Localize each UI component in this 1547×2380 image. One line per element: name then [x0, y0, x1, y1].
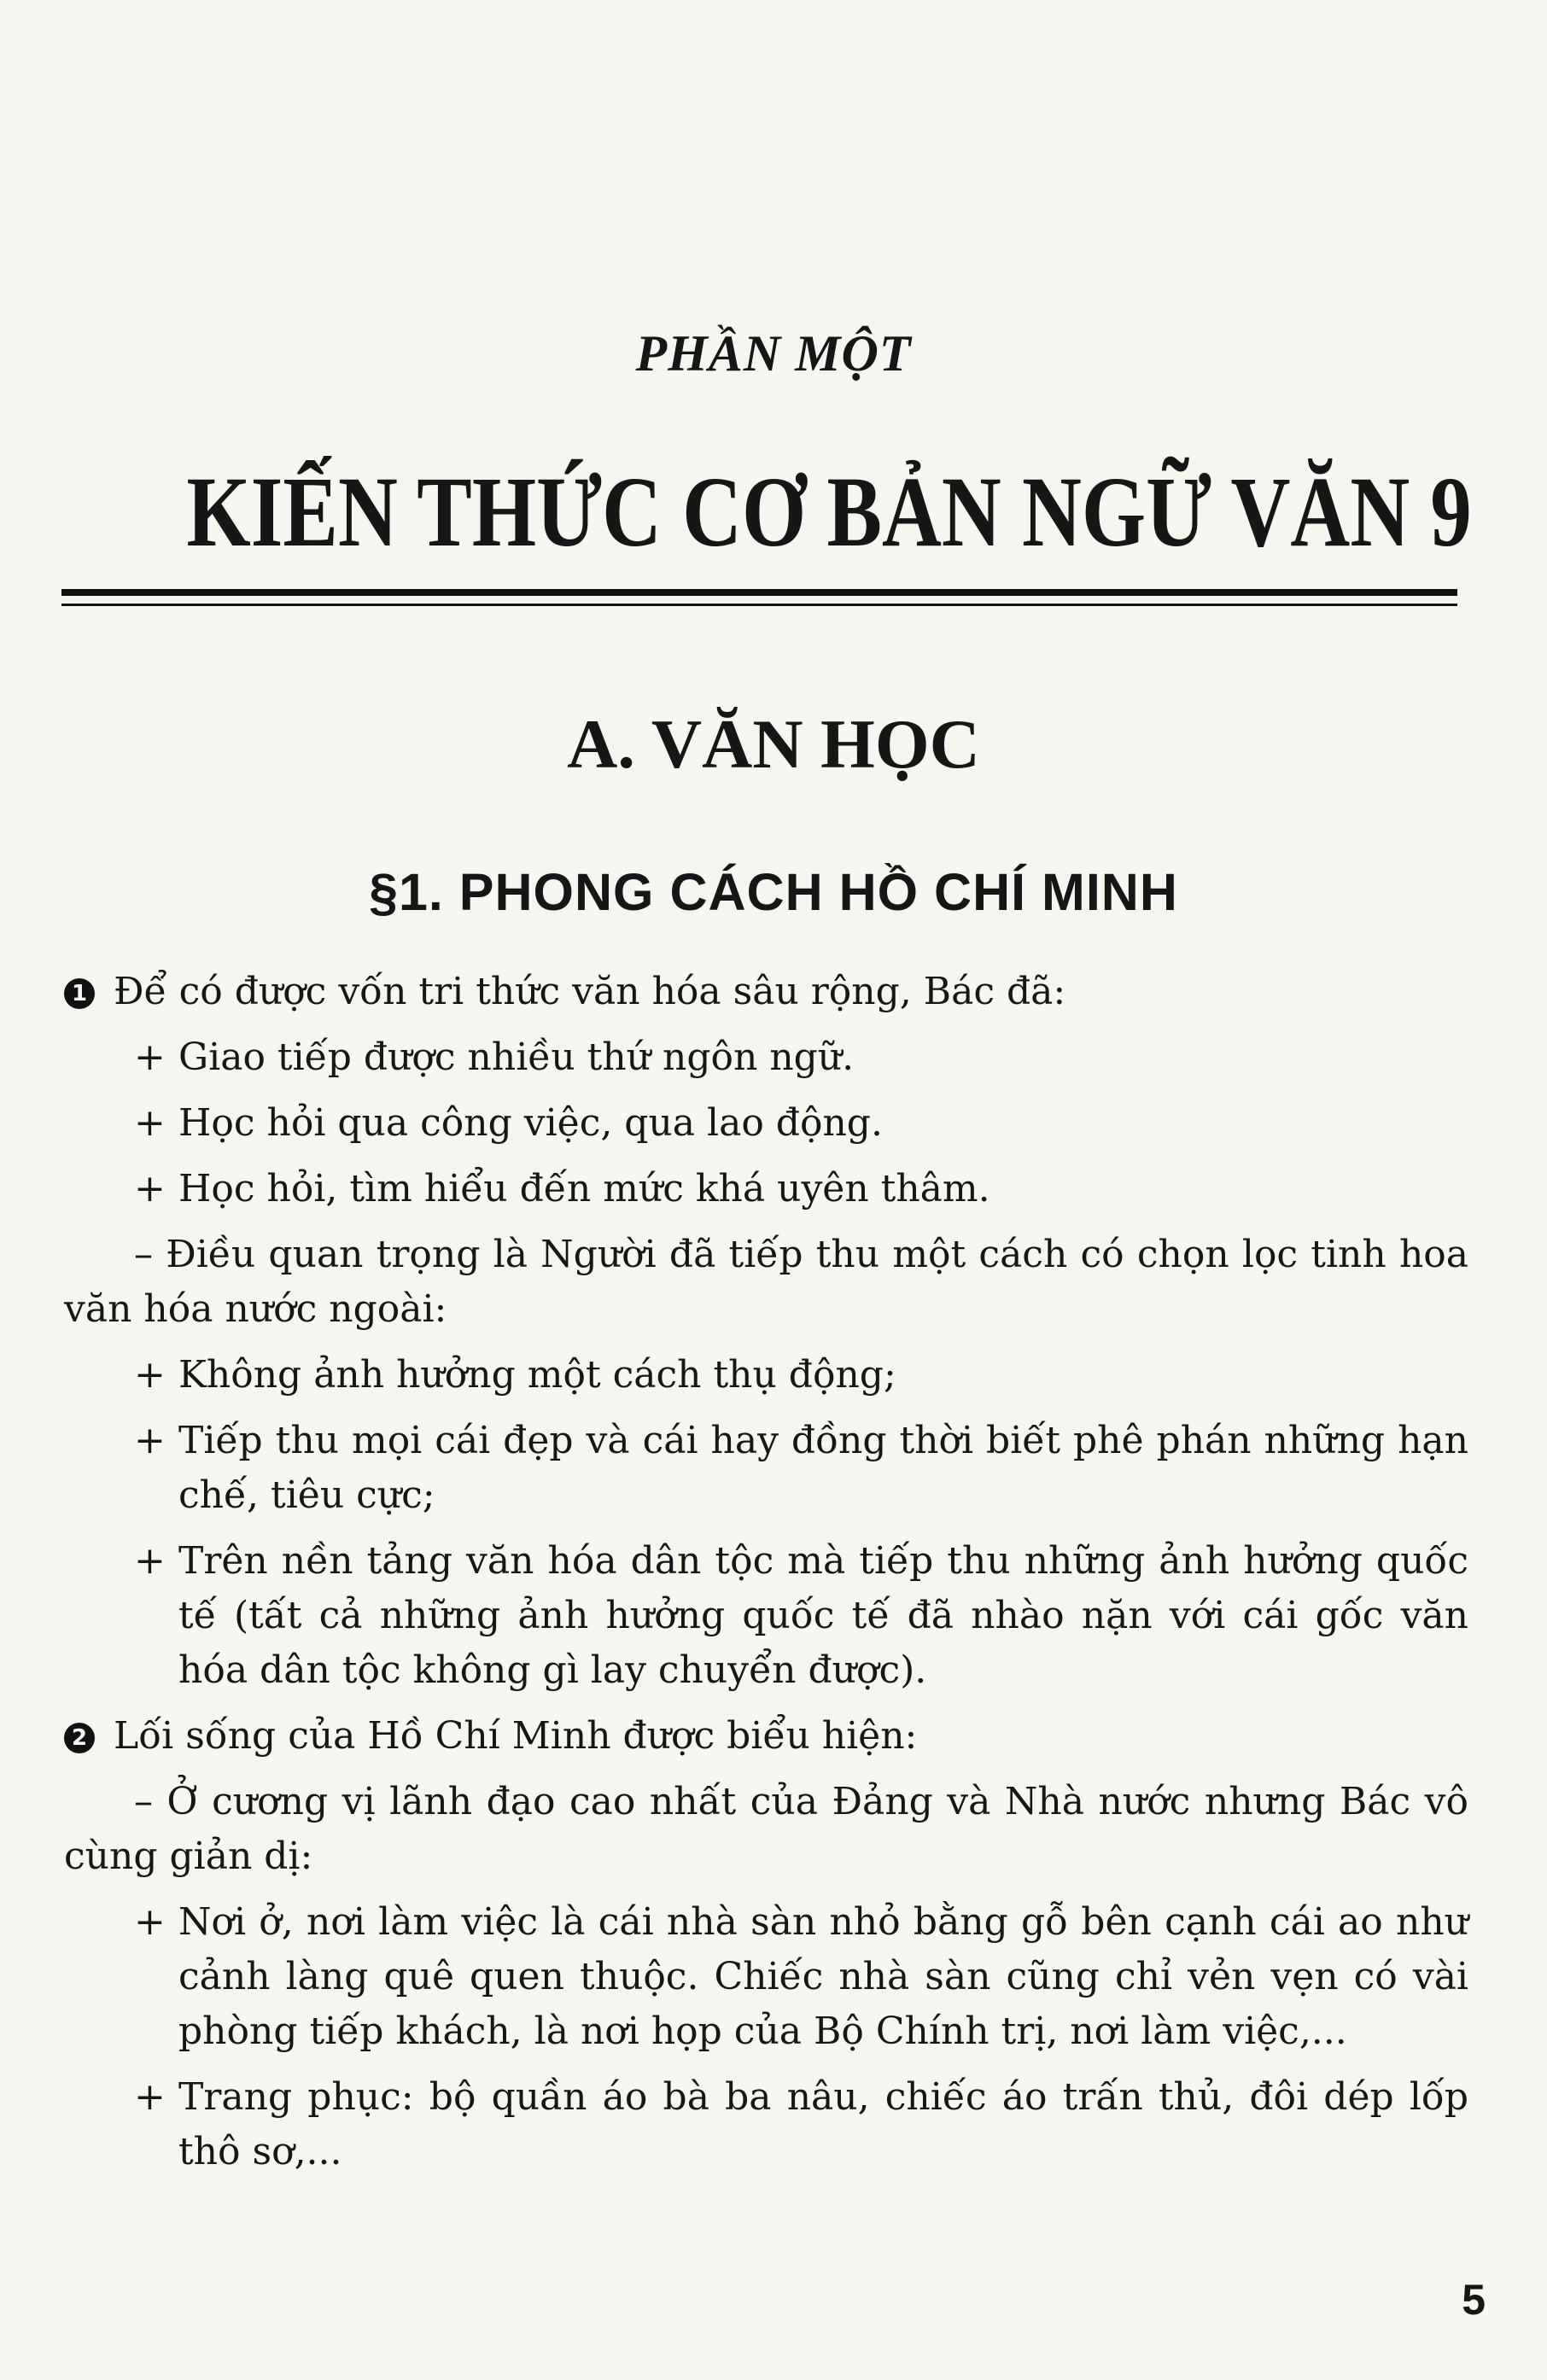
plus-mark: + [134, 1353, 166, 1397]
list-item [64, 1030, 1468, 1085]
list-item [64, 2070, 1468, 2179]
section-title: A. VĂN HỌC [567, 705, 980, 783]
list-item [64, 1534, 1468, 1698]
list-item [64, 1162, 1468, 1216]
list-item-text: Không ảnh hưởng một cách thụ động; [178, 1353, 896, 1397]
list-item-text: Học hỏi, tìm hiểu đến mức khá uyên thâm. [178, 1167, 990, 1210]
question-2-intro: Lối sống của Hồ Chí Minh được biểu hiện: [114, 1714, 918, 1758]
plus-mark: + [134, 1900, 166, 1944]
plus-mark: + [134, 2075, 166, 2119]
plus-mark: + [134, 1035, 166, 1079]
dash-paragraph: – Ở cương vị lãnh đạo cao nhất của Đảng và Nhà nước nhưng Bác vô cùng giản dị: [64, 1780, 1468, 1878]
question-2 [64, 1709, 1468, 1764]
list-item-text: Trang phục: bộ quần áo bà ba nâu, chiếc áo trấn thủ, đôi dép lốp thô sơ,... [178, 2075, 1468, 2173]
list-item-text: Tiếp thu mọi cái đẹp và cái hay đồng thời biết phê phán những hạn chế, tiêu cực; [178, 1419, 1468, 1517]
list-item-text: Học hỏi qua công việc, qua lao động. [178, 1101, 883, 1145]
plus-mark: + [134, 1539, 166, 1583]
question-1-intro: Để có được vốn tri thức văn hóa sâu rộng, Bác đã: [114, 970, 1066, 1013]
question-number-badge: 2 [64, 1723, 95, 1753]
title-rule-thin [61, 604, 1457, 606]
page-number: 5 [1462, 2276, 1486, 2324]
list-item [64, 1895, 1468, 2059]
part-label: PHẦN MỘT [635, 325, 912, 382]
plus-mark: + [134, 1101, 166, 1145]
plus-mark: + [134, 1167, 166, 1210]
question-number-badge: 1 [64, 978, 95, 1009]
list-item [64, 1414, 1468, 1523]
list-item-text: Trên nền tảng văn hóa dân tộc mà tiếp thu những ảnh hưởng quốc tế (tất cả những ảnh hưởng quốc tế đã nhào nặn với cái gốc văn hóa dân tộc không gì lay chuyển được). [178, 1539, 1468, 1692]
lesson-content [64, 965, 1468, 2190]
list-item [64, 1096, 1468, 1151]
list-item-text: Nơi ở, nơi làm việc là cái nhà sàn nhỏ bằng gỗ bên cạnh cái ao như cảnh làng quê quen thuộc. Chiếc nhà sàn cũng chỉ vẻn vẹn có vài phòng tiếp khách, là nơi họp của Bộ Chính trị, nơi làm việc,... [178, 1900, 1468, 2053]
question-1 [64, 965, 1468, 1019]
list-item-text: Giao tiếp được nhiều thứ ngôn ngữ. [178, 1035, 855, 1079]
title-rule-thick [61, 589, 1457, 596]
plus-mark: + [134, 1419, 166, 1462]
list-item [64, 1348, 1468, 1403]
lesson-title: §1. PHONG CÁCH HỒ CHÍ MINH [369, 863, 1178, 921]
dash-paragraph: – Điều quan trọng là Người đã tiếp thu một cách có chọn lọc tinh hoa văn hóa nước ngoài: [64, 1233, 1468, 1331]
book-title: KIẾN THỨC CƠ BẢN NGỮ VĂN 9 [186, 456, 1472, 568]
